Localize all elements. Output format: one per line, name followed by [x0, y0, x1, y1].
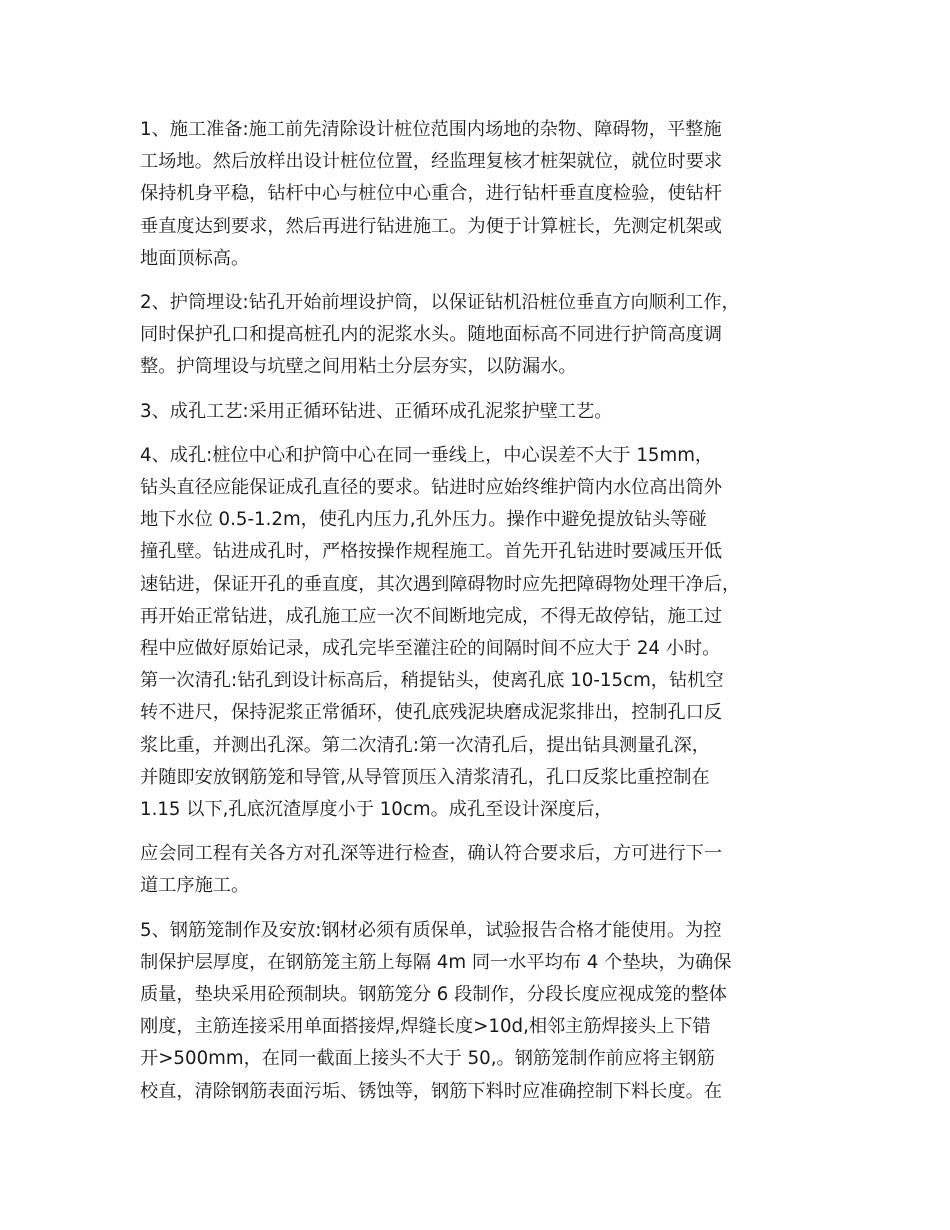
text-line: 地面顶标高。 — [140, 247, 250, 269]
text-line: 校直，清除钢筋表面污垢、锈蚀等，钢筋下料时应准确控制下料长度。在 — [140, 1080, 723, 1102]
text-line: 质量，垫块采用砼预制块。钢筋笼分 6 段制作，分段长度应视成笼的整体 — [140, 984, 727, 1006]
paragraph-construction-preparation — [140, 114, 830, 275]
text-line: 4、成孔:桩位中心和护筒中心在同一垂线上，中心误差不大于 15mm， — [140, 444, 714, 466]
text-line: 钻头直径应能保证成孔直径的要求。钻进时应始终维护筒内水位高出筒外 — [140, 477, 723, 499]
text-line: 2、护筒埋设:钻孔开始前埋设护筒，以保证钻机沿桩位垂直方向顺利工作， — [140, 292, 740, 314]
text-line: 速钻进，保证开孔的垂直度，其次遇到障碍物时应先把障碍物处理干净后， — [140, 573, 741, 595]
text-line: 再开始正常钻进，成孔施工应一次不间断地完成，不得无故停钻，施工过 — [140, 605, 723, 627]
text-line: 1、施工准备:施工前先清除设计桩位范围内场地的杂物、障碍物，平整施 — [140, 119, 722, 140]
paragraph-hole-forming-process — [140, 396, 830, 428]
text-line: 3、成孔工艺:采用正循环钻进、正循环成孔泥浆护壁工艺。 — [140, 400, 613, 422]
text-line: 应会同工程有关各方对孔深等进行检查，确认符合要求后，方可进行下一 — [140, 843, 723, 865]
text-line: 整。护筒埋设与坑壁之间用粘土分层夯实，以防漏水。 — [140, 356, 577, 378]
text-line: 撞孔壁。钻进成孔时，严格按操作规程施工。首先开孔钻进时要减压开低 — [140, 541, 723, 563]
text-line: 1.15 以下,孔底沉渣厚度小于 10cm。成孔至设计深度后， — [140, 799, 613, 821]
text-line: 开>500mm，在同一截面上接头不大于 50,。钢筋笼制作前应将主钢筋 — [140, 1048, 715, 1070]
text-line: 垂直度达到要求，然后再进行钻进施工。为便于计算桩长，先测定机架或 — [140, 215, 723, 237]
text-line: 程中应做好原始记录，成孔完毕至灌注砼的间隔时间不应大于 24 小时。 — [140, 638, 721, 660]
text-line: 同时保护孔口和提高桩孔内的泥浆水头。随地面标高不同进行护筒高度调 — [140, 324, 723, 346]
text-line: 刚度，主筋连接采用单面搭接焊,焊缝长度>10d,相邻主筋焊接头上下错 — [140, 1016, 711, 1038]
text-line: 5、钢筋笼制作及安放:钢材必须有质保单，试验报告合格才能使用。为控 — [140, 919, 722, 941]
paragraph-hole-forming — [140, 440, 830, 826]
text-line: 第一次清孔:钻孔到设计标高后，稍提钻头，使离孔底 10-15cm，钻机空 — [140, 670, 724, 692]
text-line: 转不进尺，保持泥浆正常循环，使孔底残泥块磨成泥浆排出，控制孔口反 — [140, 702, 723, 724]
text-line: 地下水位 0.5-1.2m，使孔内压力,孔外压力。操作中避免提放钻头等碰 — [140, 509, 707, 531]
text-line: 并随即安放钢筋笼和导管,从导管顶压入清浆清孔，孔口反浆比重控制在 — [140, 766, 710, 788]
text-line: 工场地。然后放样出设计桩位位置，经监理复核才桩架就位，就位时要求 — [140, 151, 723, 173]
document-body — [140, 114, 830, 1120]
text-line: 保持机身平稳，钻杆中心与桩位中心重合，进行钻杆垂直度检验，使钻杆 — [140, 183, 723, 205]
text-line: 浆比重，并测出孔深。第二次清孔:第一次清孔后，提出钻具测量孔深， — [140, 734, 710, 756]
paragraph-rebar-cage — [140, 915, 830, 1108]
text-line: 道工序施工。 — [140, 875, 250, 897]
paragraph-inspection — [140, 838, 830, 902]
text-line: 制保护层厚度，在钢筋笼主筋上每隔 4m 同一水平均布 4 个垫块，为确保 — [140, 951, 732, 973]
paragraph-casing-embedding — [140, 287, 830, 384]
